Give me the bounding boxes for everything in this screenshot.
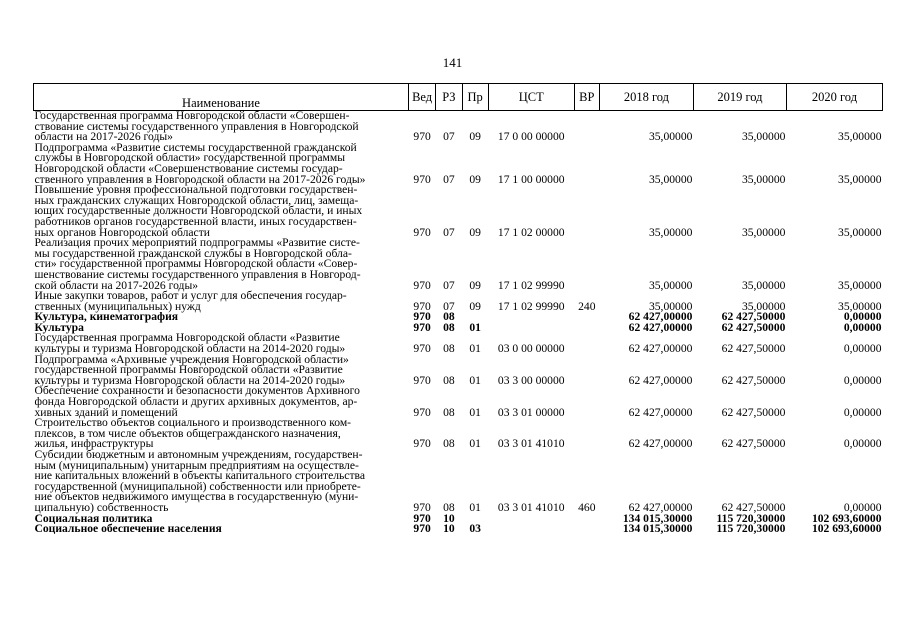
row-name: [34, 312, 409, 323]
cell-y2018: 62 427,00000: [628, 437, 693, 451]
row-name-line: Реализация прочих мероприятий подпрограммы «Развитие систе-: [34, 236, 360, 250]
cell-y2020: 0,00000: [843, 405, 882, 419]
cell-y2018: 35,00000: [648, 278, 693, 292]
row-name-line: Новгородской области «Совершенствование системы государ-: [34, 161, 343, 175]
header-rz: РЗ: [436, 84, 462, 111]
row-name-line: Строительство объектов социального и производственного ком-: [34, 416, 352, 430]
row-name-line: ние объектов недвижимого имущества в государственную (муни-: [34, 490, 359, 504]
cell-rz: 07: [443, 172, 455, 186]
row-name-line: Социальное обеспечение населения: [34, 522, 222, 536]
cell-cst: 17 1 02 99990: [497, 278, 565, 292]
header-ved: Вед: [408, 84, 435, 111]
cell-vr: [574, 111, 599, 143]
row-name-line: жилья, инфраструктуры: [34, 437, 154, 451]
cell-y2018: 35,00000: [648, 225, 693, 239]
row-name-line: Субсидии бюджетным и автономным учреждениям, государствен-: [34, 448, 363, 461]
cell-pr: 01: [469, 320, 481, 334]
row-name-line: ской области на 2017-2026 годы»: [34, 278, 199, 292]
cell-ved: 970: [413, 511, 431, 525]
row-name-line: работников органов государственной власти, иных государствен-: [34, 214, 357, 228]
cell-y2020: 35,00000: [838, 299, 882, 313]
cell-y2019: 62 427,50000: [721, 500, 786, 514]
cell-rz: 07: [443, 130, 455, 144]
cell-pr: 09: [469, 299, 481, 313]
cell-y2019: 115 720,30000: [716, 511, 786, 525]
cell-pr: 01: [469, 500, 481, 514]
row-name-line: Повышение уровня профессиональной подготовки государствен-: [34, 183, 358, 197]
cell-y2018: 35,00000: [648, 299, 693, 313]
cell-pr: 09: [469, 130, 481, 144]
cell-vr: 460: [578, 500, 596, 514]
header-pr: Пр: [462, 84, 488, 111]
row-name-line: ным (муниципальным) унитарным предприятиям на осуществле-: [34, 458, 359, 472]
row-name-line: Культура, кинематография: [34, 310, 179, 324]
cell-pr: 01: [469, 405, 481, 419]
cell-vr: [574, 238, 599, 291]
cell-cst: [488, 524, 574, 535]
cell-y2018: 134 015,30000: [622, 511, 693, 525]
row-name: [34, 418, 409, 450]
row-name-line: ных гражданских служащих Новгородской области, лиц, замеща-: [34, 193, 359, 207]
table-row: [34, 238, 883, 291]
budget-table: [33, 83, 883, 535]
cell-y2019: 35,00000: [741, 130, 786, 144]
page-number: 141: [442, 55, 463, 70]
row-name-line: государственной (муниципальной) собственности или приобрете-: [34, 479, 361, 493]
header-name: Наименование: [34, 84, 409, 111]
table-body: [34, 111, 883, 535]
row-name-line: области на 2017-2026 годы»: [34, 130, 173, 144]
row-name-line: Подпрограмма «Архивные учреждения Новгородской области»: [34, 352, 349, 366]
table-row: [34, 291, 883, 312]
cell-y2020: 35,00000: [838, 278, 882, 292]
cell-y2019: 35,00000: [741, 225, 786, 239]
row-name: [34, 111, 409, 143]
cell-y2018: 62 427,00000: [628, 500, 693, 514]
cell-cst: 17 0 00 00000: [497, 130, 565, 144]
row-name: [34, 524, 409, 535]
cell-y2018: 35,00000: [648, 130, 693, 144]
cell-y2019: 62 427,50000: [721, 437, 786, 451]
cell-rz: 08: [443, 500, 455, 514]
cell-y2018: 62 427,00000: [628, 310, 693, 324]
cell-y2018: 134 015,30000: [622, 522, 693, 536]
cell-ved: 970: [413, 130, 431, 144]
cell-vr: [574, 418, 599, 450]
cell-rz: 07: [443, 299, 455, 313]
header-cst: ЦСТ: [488, 84, 574, 111]
cell-rz: 10: [443, 522, 455, 536]
row-name-line: мы государственной гражданской службы в Новгородской обла-: [34, 246, 352, 260]
cell-pr: 01: [469, 342, 481, 356]
row-name: [34, 333, 409, 354]
row-name: [34, 352, 409, 387]
cell-y2019: 62 427,50000: [721, 405, 786, 419]
cell-y2018: 35,00000: [648, 172, 693, 186]
cell-y2020: 0,00000: [843, 342, 882, 356]
cell-y2019: 62 427,50000: [721, 342, 786, 356]
cell-cst: [488, 514, 574, 525]
cell-y2019: 35,00000: [741, 172, 786, 186]
cell-rz: 10: [443, 511, 455, 525]
cell-vr: [574, 386, 599, 418]
cell-y2018: 62 427,00000: [628, 373, 693, 387]
row-name-line: службы в Новгородской области» государственной программы: [34, 151, 345, 165]
row-name-line: Подпрограмма «Развитие системы государственной гражданской: [34, 140, 357, 154]
cell-vr: [574, 185, 599, 238]
cell-y2020: 0,00000: [843, 310, 882, 324]
table-row: [34, 333, 883, 354]
cell-y2019: 62 427,50000: [721, 320, 786, 334]
row-name-line: шенствование системы государственного управления в Новгород-: [34, 267, 361, 281]
cell-rz: 08: [443, 342, 455, 356]
header-row: [34, 84, 883, 111]
cell-y2018: 62 427,00000: [628, 405, 693, 419]
cell-cst: 03 3 00 00000: [497, 373, 565, 387]
row-name: [34, 291, 409, 312]
row-name-line: ных органов Новгородской области: [34, 225, 210, 239]
cell-pr: 09: [469, 225, 481, 239]
row-name-line: ние капитальных вложений в объекты капитального строительства: [34, 469, 365, 483]
header-2020: 2020 год: [786, 84, 882, 111]
table-row: [34, 185, 883, 238]
row-name-line: культуры и туризма Новгородской области на 2014-2020 годы»: [34, 342, 346, 356]
row-name-line: культуры и туризма Новгородской области на 2014-2020 годы»: [34, 373, 346, 387]
cell-ved: 970: [413, 278, 431, 292]
cell-y2019: 62 427,50000: [721, 373, 786, 387]
cell-ved: 970: [413, 342, 431, 356]
row-name-line: фонда Новгородской области и других архивных документов, ар-: [34, 395, 358, 409]
cell-vr: 240: [578, 299, 596, 313]
cell-y2020: 35,00000: [838, 172, 882, 186]
cell-y2020: 102 693,60000: [811, 511, 882, 525]
cell-ved: 970: [413, 405, 431, 419]
cell-pr: 09: [469, 278, 481, 292]
cell-rz: 08: [443, 373, 455, 387]
row-name-line: ственных (муниципальных) нужд: [34, 299, 201, 313]
cell-pr: 09: [469, 172, 481, 186]
cell-ved: 970: [413, 225, 431, 239]
cell-cst: 17 1 02 00000: [497, 225, 565, 239]
header-2018: 2018 год: [599, 84, 693, 111]
cell-rz: 07: [443, 225, 455, 239]
cell-y2020: 0,00000: [843, 320, 882, 334]
cell-pr: 01: [469, 437, 481, 451]
row-name-line: ющих государственные должности Новгородской области, и иных: [34, 204, 363, 218]
cell-ved: 970: [413, 500, 431, 514]
row-name: [34, 450, 409, 514]
cell-cst: 17 1 02 99990: [497, 299, 565, 313]
cell-y2020: 0,00000: [843, 500, 882, 514]
cell-cst: 03 0 00 00000: [497, 342, 565, 356]
cell-y2019: 35,00000: [741, 278, 786, 292]
cell-ved: 970: [413, 320, 431, 334]
cell-cst: 03 3 01 00000: [497, 405, 565, 419]
cell-y2019: 115 720,30000: [716, 522, 786, 536]
cell-vr: [574, 524, 599, 535]
row-name-line: ствование системы государственного управления в Новгородской: [34, 119, 359, 133]
cell-rz: 08: [443, 405, 455, 419]
row-name-line: государственной программы Новгородской области «Развитие: [34, 363, 343, 377]
cell-cst: 03 3 01 41010: [497, 500, 565, 514]
cell-vr: [574, 143, 599, 185]
cell-vr: [574, 323, 599, 334]
cell-y2020: 0,00000: [843, 437, 882, 451]
row-name-line: ципальную) собственность: [34, 500, 169, 514]
cell-vr: [574, 514, 599, 525]
cell-ved: 970: [413, 299, 431, 313]
cell-y2020: 35,00000: [838, 225, 882, 239]
row-name-line: Социальная политика: [34, 511, 153, 525]
row-name-line: хивных зданий и помещений: [34, 405, 178, 419]
cell-cst: [488, 323, 574, 334]
cell-vr: [574, 333, 599, 354]
row-name-line: Культура: [34, 320, 84, 334]
row-name: [34, 386, 409, 418]
cell-y2018: 62 427,00000: [628, 320, 693, 334]
cell-rz: 08: [443, 310, 455, 324]
table-row: [34, 450, 883, 514]
cell-vr: [574, 355, 599, 387]
header-2019: 2019 год: [693, 84, 786, 111]
cell-y2020: 35,00000: [838, 130, 882, 144]
cell-rz: 07: [443, 278, 455, 292]
table-row: [34, 386, 883, 418]
cell-y2019: 62 427,50000: [721, 310, 786, 324]
cell-ved: 970: [413, 437, 431, 451]
table-row: [34, 418, 883, 450]
row-name-line: Государственная программа Новгородской области «Совершен-: [34, 109, 350, 122]
cell-vr: [574, 312, 599, 323]
cell-ved: 970: [413, 172, 431, 186]
table-row: [34, 355, 883, 387]
cell-ved: 970: [413, 522, 431, 536]
table-row: [34, 143, 883, 185]
row-name-line: сти» государственной программы Новгородской области «Совер-: [34, 257, 358, 271]
cell-y2019: 35,00000: [741, 299, 786, 313]
cell-rz: 08: [443, 437, 455, 451]
row-name-line: Обеспечение сохранности и безопасности документов Архивного: [34, 384, 360, 398]
cell-cst: 03 3 01 41010: [497, 437, 565, 451]
cell-pr: 01: [469, 373, 481, 387]
row-name: [34, 185, 409, 238]
row-name-line: Иные закупки товаров, работ и услуг для обеспечения государ-: [34, 289, 347, 303]
row-name-line: Государственная программа Новгородской области «Развитие: [34, 331, 340, 345]
cell-cst: 17 1 00 00000: [497, 172, 565, 186]
row-name-line: ственного управления в Новгородской области на 2017-2026 годы»: [34, 172, 366, 186]
cell-ved: 970: [413, 310, 431, 324]
table-row: [34, 524, 883, 535]
cell-y2020: 0,00000: [843, 373, 882, 387]
cell-rz: 08: [443, 320, 455, 334]
cell-cst: [488, 312, 574, 323]
table-row: [34, 111, 883, 143]
row-name: [34, 140, 409, 186]
row-name: [34, 238, 409, 291]
header-vr: ВР: [574, 84, 599, 111]
row-name-line: плексов, в том числе объектов общегражданского назначения,: [34, 426, 341, 440]
cell-ved: 970: [413, 373, 431, 387]
cell-y2018: 62 427,00000: [628, 342, 693, 356]
cell-pr: 03: [469, 522, 481, 536]
cell-y2020: 102 693,60000: [811, 522, 882, 536]
